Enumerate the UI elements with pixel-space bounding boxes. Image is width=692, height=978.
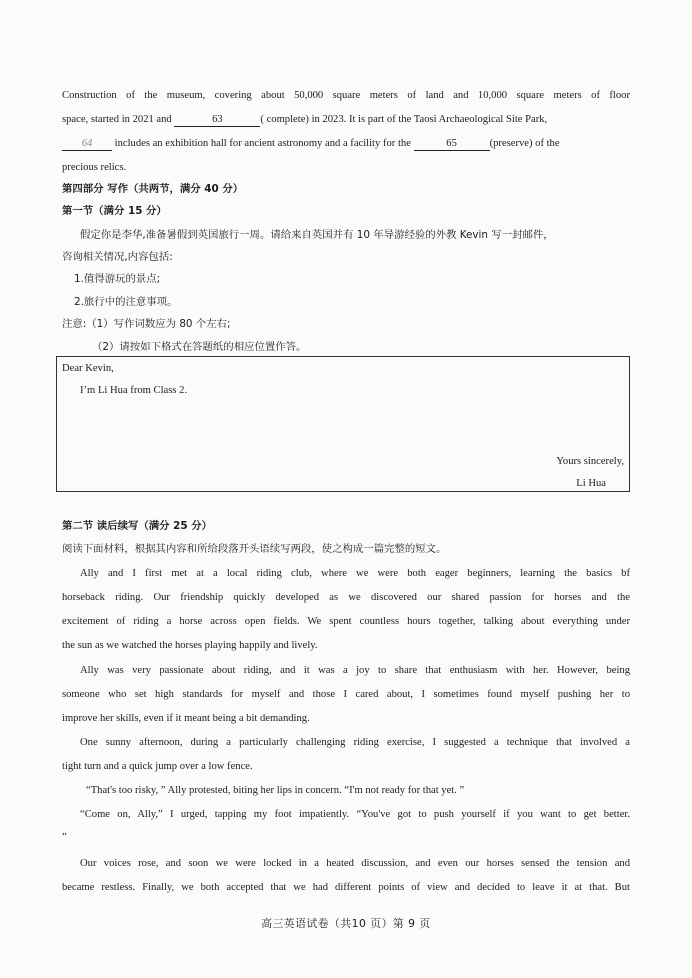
section2-heading: 第二节 读后续写（满分 25 分）: [62, 520, 212, 532]
requirement-item-2: 2.旅行中的注意事项。: [74, 296, 178, 308]
story-p5-line-1: “Come on, Ally,” I urged, tapping my foot impatiently. “You've got to push yourself if you want to get better.: [80, 809, 630, 820]
story-p3-line-1: One sunny afternoon, during a particularly challenging riding exercise, I suggested a technique that involved a: [80, 737, 630, 748]
passage-line-3: [62, 136, 630, 152]
letter-closing: Yours sincerely,: [556, 456, 624, 467]
blank-64: 64: [62, 137, 112, 151]
section1-heading: 第一节（满分 15 分）: [62, 205, 167, 217]
story-p6-line-2: became restless. Finally, we both accepted that we had different points of view and decided to leave it at that. But: [62, 882, 630, 893]
prompt-line-2: 咨询相关情况,内容包括:: [62, 251, 173, 263]
prompt-line-1: 假定你是李华,准备暑假到英国旅行一周。请给来自英国并有 10 年导游经验的外教 Kevin 写一封邮件，: [80, 229, 554, 241]
story-p2-line-1: Ally was very passionate about riding, and it was a joy to share that enthusiasm with her. However, being: [80, 665, 630, 676]
story-p4: “That's too risky, ” Ally protested, biting her lips in concern. “I'm not ready for that yet. ”: [86, 785, 465, 796]
story-p2-line-2: someone who set high standards for myself and those I cared about, I sometimes found myself pushing her to: [62, 689, 630, 700]
story-p5-line-2: ”: [62, 832, 67, 843]
section2-instruction: 阅读下面材料，根据其内容和所给段落开头语续写两段，使之构成一篇完整的短文。: [62, 543, 447, 555]
note-line-1: 注意:（1）写作词数应为 80 个左右;: [62, 318, 231, 330]
story-p1-line-4: the sun as we watched the horses playing happily and lively.: [62, 640, 318, 651]
passage-text: (preserve) of the: [489, 138, 560, 149]
story-p1-line-1: Ally and I first met at a local riding club, where we were both eager beginners, learning the basics bf: [80, 568, 630, 579]
passage-line-2: [62, 112, 630, 128]
blank-65: 65: [414, 137, 490, 151]
passage-text: includes an exhibition hall for ancient astronomy and a facility for the: [114, 138, 411, 149]
passage-text: ( complete) in 2023. It is part of the Taosi Archaeological Site Park,: [260, 114, 548, 125]
letter-salutation: Dear Kevin,: [62, 363, 114, 374]
part4-heading: 第四部分 写作（共两节，满分 40 分）: [62, 183, 244, 195]
story-p1-line-2: horseback riding. Our friendship quickly developed as we discovered our shared passion for horses and the: [62, 592, 630, 603]
blank-63: 63: [174, 113, 260, 127]
passage-text: space, started in 2021 and: [62, 114, 172, 125]
letter-opening: I’m Li Hua from Class 2.: [80, 385, 188, 396]
passage-line-1: Construction of the museum, covering about 50,000 square meters of land and 10,000 square meters of floor: [62, 90, 630, 101]
letter-signature: Li Hua: [576, 478, 606, 489]
note-line-2: （2）请按如下格式在答题纸的相应位置作答。: [92, 341, 307, 353]
story-p2-line-3: improve her skills, even if it meant being a bit demanding.: [62, 713, 310, 724]
story-p3-line-2: tight turn and a quick jump over a low fence.: [62, 761, 253, 772]
story-p1-line-3: excitement of riding a horse across open fields. We spent countless hours together, talking about everything under: [62, 616, 630, 627]
passage-line-4: precious relics.: [62, 162, 127, 173]
page-footer: 高三英语试卷（共10 页）第 9 页: [261, 917, 431, 930]
requirement-item-1: 1.值得游玩的景点;: [74, 273, 161, 285]
story-p6-line-1: Our voices rose, and soon we were locked in a heated discussion, and even our horses sensed the tension and: [80, 858, 630, 869]
